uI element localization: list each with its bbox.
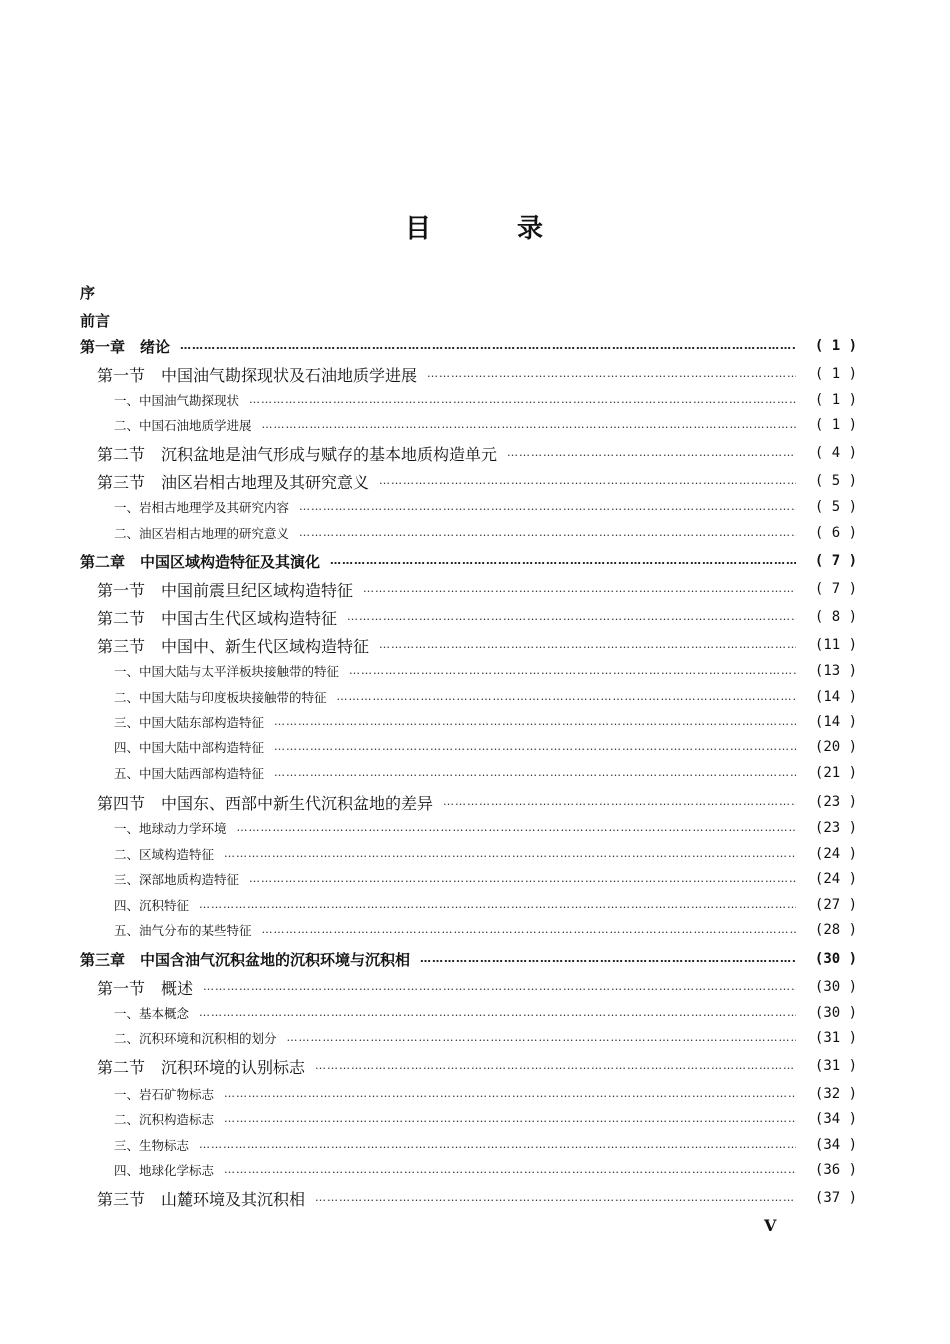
toc-page-number: (32 ) (814, 1086, 858, 1102)
leader-dots (274, 711, 796, 733)
leader-dots (427, 363, 796, 385)
toc-entry-label: 三、生物标志 (114, 1138, 190, 1153)
toc-item-row[interactable] (114, 919, 858, 941)
leader-dots (224, 1083, 796, 1105)
toc-entry-label: 第二节 沉积环境的认别标志 (97, 1057, 306, 1077)
toc-page-number: ( 5 ) (814, 473, 858, 489)
toc-entry-label: 二、中国大陆与印度板块接触带的特征 (114, 690, 327, 705)
toc-entry-label: 第三节 油区岩相古地理及其研究意义 (97, 472, 370, 492)
leader-dots (443, 791, 796, 813)
toc-entry-label: 第三节 山麓环境及其沉积相 (97, 1189, 306, 1209)
toc-page-number: (36 ) (814, 1162, 858, 1178)
toc-entry-label: 一、基本概念 (114, 1006, 190, 1021)
toc-section-row[interactable] (97, 1055, 858, 1077)
toc-page-number: ( 5 ) (814, 499, 858, 515)
toc-entry-label: 第三章 中国含油气沉积盆地的沉积环境与沉积相 (80, 950, 411, 969)
toc-page-number: ( 1 ) (814, 366, 858, 382)
toc-entry-label: 一、岩石矿物标志 (114, 1087, 215, 1102)
leader-dots (249, 868, 796, 890)
toc-entry-label: 第一节 中国油气勘探现状及石油地质学进展 (97, 365, 418, 385)
toc-page-number: (30 ) (814, 979, 858, 995)
toc-page-number: (34 ) (814, 1111, 858, 1127)
toc-item-row[interactable] (114, 1108, 858, 1130)
toc-chapter-row[interactable] (80, 948, 858, 970)
toc-item-row[interactable] (114, 1134, 858, 1156)
toc-page-number: ( 8 ) (814, 609, 858, 625)
leader-dots (287, 1027, 796, 1049)
toc-item-row[interactable] (114, 868, 858, 890)
toc-item-row[interactable] (114, 843, 858, 865)
leader-dots (315, 1055, 796, 1077)
toc-item-row[interactable] (114, 660, 858, 682)
toc-page-number: ( 7 ) (814, 553, 858, 569)
leader-dots (379, 634, 796, 656)
toc-item-row[interactable] (114, 736, 858, 758)
toc-item-row[interactable] (114, 894, 858, 916)
toc-entry-label: 五、油气分布的某些特征 (114, 923, 252, 938)
toc-page-number: (31 ) (814, 1058, 858, 1074)
toc-section-row[interactable] (97, 1187, 858, 1209)
leader-dots (299, 522, 796, 544)
toc-page-number: ( 1 ) (814, 417, 858, 433)
leader-dots (379, 470, 796, 492)
toc-section-row[interactable] (97, 634, 858, 656)
toc-entry-label: 一、岩相古地理学及其研究内容 (114, 500, 290, 515)
front-matter-foreword[interactable]: 前言 (80, 312, 111, 330)
toc-entry-label: 第二节 沉积盆地是油气形成与赋存的基本地质构造单元 (97, 444, 498, 464)
toc-page-number: (28 ) (814, 922, 858, 938)
toc-entry-label: 四、中国大陆中部构造特征 (114, 740, 265, 755)
toc-section-row[interactable] (97, 976, 858, 998)
leader-dots (249, 389, 796, 411)
toc-item-row[interactable] (114, 711, 858, 733)
toc-item-row[interactable] (114, 1027, 858, 1049)
leader-dots (299, 496, 796, 518)
toc-page-number: (11 ) (814, 637, 858, 653)
toc-page-number: ( 4 ) (814, 445, 858, 461)
leader-dots (315, 1187, 796, 1209)
toc-item-row[interactable] (114, 389, 858, 411)
leader-dots (363, 578, 796, 600)
leader-dots (224, 843, 796, 865)
toc-item-row[interactable] (114, 496, 858, 518)
toc-page-number: (37 ) (814, 1190, 858, 1206)
toc-section-row[interactable] (97, 470, 858, 492)
toc-entry-label: 一、中国大陆与太平洋板块接触带的特征 (114, 664, 340, 679)
toc-item-row[interactable] (114, 762, 858, 784)
leader-dots (337, 686, 796, 708)
leader-dots (180, 335, 796, 357)
leader-dots (347, 606, 796, 628)
toc-entry-label: 第二节 中国古生代区域构造特征 (97, 608, 338, 628)
toc-item-row[interactable] (114, 414, 858, 436)
title-char-2: 录 (517, 214, 546, 244)
leader-dots (199, 1002, 796, 1024)
toc-page-number: (30 ) (814, 1005, 858, 1021)
toc-entry-label: 三、深部地质构造特征 (114, 872, 240, 887)
toc-page-number: (34 ) (814, 1137, 858, 1153)
toc-entry-label: 第四节 中国东、西部中新生代沉积盆地的差异 (97, 793, 434, 813)
toc-entry-label: 一、中国油气勘探现状 (114, 393, 240, 408)
toc-item-row[interactable] (114, 686, 858, 708)
toc-page-number: (14 ) (814, 714, 858, 730)
toc-page-number: (21 ) (814, 765, 858, 781)
leader-dots (262, 414, 796, 436)
leader-dots (224, 1108, 796, 1130)
toc-entry-label: 二、油区岩相古地理的研究意义 (114, 526, 290, 541)
leader-dots (507, 442, 796, 464)
toc-page-number: ( 1 ) (814, 392, 858, 408)
toc-item-row[interactable] (114, 1002, 858, 1024)
leader-dots (330, 550, 796, 572)
toc-item-row[interactable] (114, 817, 858, 839)
toc-page-number: (27 ) (814, 897, 858, 913)
toc-page-number: (30 ) (814, 951, 858, 967)
title-char-1: 目 (404, 214, 433, 244)
leader-dots (262, 919, 796, 941)
toc-entry-label: 五、中国大陆西部构造特征 (114, 766, 265, 781)
leader-dots (274, 736, 796, 758)
toc-chapter-row[interactable] (80, 550, 858, 572)
leader-dots (237, 817, 796, 839)
toc-page-number: (24 ) (814, 871, 858, 887)
toc-entry-label: 二、沉积环境和沉积相的划分 (114, 1031, 277, 1046)
toc-section-row[interactable] (97, 363, 858, 385)
toc-entry-label: 第一节 中国前震旦纪区域构造特征 (97, 580, 354, 600)
leader-dots (199, 1134, 796, 1156)
toc-entry-label: 第一章 绪论 (80, 337, 171, 356)
toc-section-row[interactable] (97, 791, 858, 813)
toc-entry-label: 一、地球动力学环境 (114, 821, 227, 836)
leader-dots (203, 976, 796, 998)
leader-dots (274, 762, 796, 784)
toc-entry-label: 第三节 中国中、新生代区域构造特征 (97, 636, 370, 656)
toc-chapter-row[interactable] (80, 335, 858, 357)
toc-page-number: (23 ) (814, 820, 858, 836)
leader-dots (224, 1159, 796, 1181)
toc-page-number: (20 ) (814, 739, 858, 755)
toc-page-number: (13 ) (814, 663, 858, 679)
toc-entry-label: 二、沉积构造标志 (114, 1112, 215, 1127)
toc-page-number: (23 ) (814, 794, 858, 810)
toc-entry-label: 四、地球化学标志 (114, 1163, 215, 1178)
toc-page-number: ( 7 ) (814, 581, 858, 597)
toc-page-number: (24 ) (814, 846, 858, 862)
toc-page-number: ( 6 ) (814, 525, 858, 541)
toc-item-row[interactable] (114, 1159, 858, 1181)
toc-section-row[interactable] (97, 606, 858, 628)
toc-page-number: ( 1 ) (814, 338, 858, 354)
toc-entry-label: 第二章 中国区域构造特征及其演化 (80, 552, 321, 571)
toc-entry-label: 三、中国大陆东部构造特征 (114, 715, 265, 730)
toc-page-number: (14 ) (814, 689, 858, 705)
toc-entry-label: 第一节 概述 (97, 978, 194, 998)
page-title (0, 208, 950, 245)
leader-dots (199, 894, 796, 916)
toc-page-number: (31 ) (814, 1030, 858, 1046)
toc-entry-label: 四、沉积特征 (114, 898, 190, 913)
toc-entry-label: 二、区域构造特征 (114, 847, 215, 862)
front-matter-preface[interactable]: 序 (80, 284, 96, 302)
page-number: V (764, 1216, 777, 1235)
toc-section-row[interactable] (97, 578, 858, 600)
toc-item-row[interactable] (114, 522, 858, 544)
toc-entry-label: 二、中国石油地质学进展 (114, 418, 252, 433)
leader-dots (420, 948, 796, 970)
toc-item-row[interactable] (114, 1083, 858, 1105)
toc-section-row[interactable] (97, 442, 858, 464)
leader-dots (349, 660, 796, 682)
